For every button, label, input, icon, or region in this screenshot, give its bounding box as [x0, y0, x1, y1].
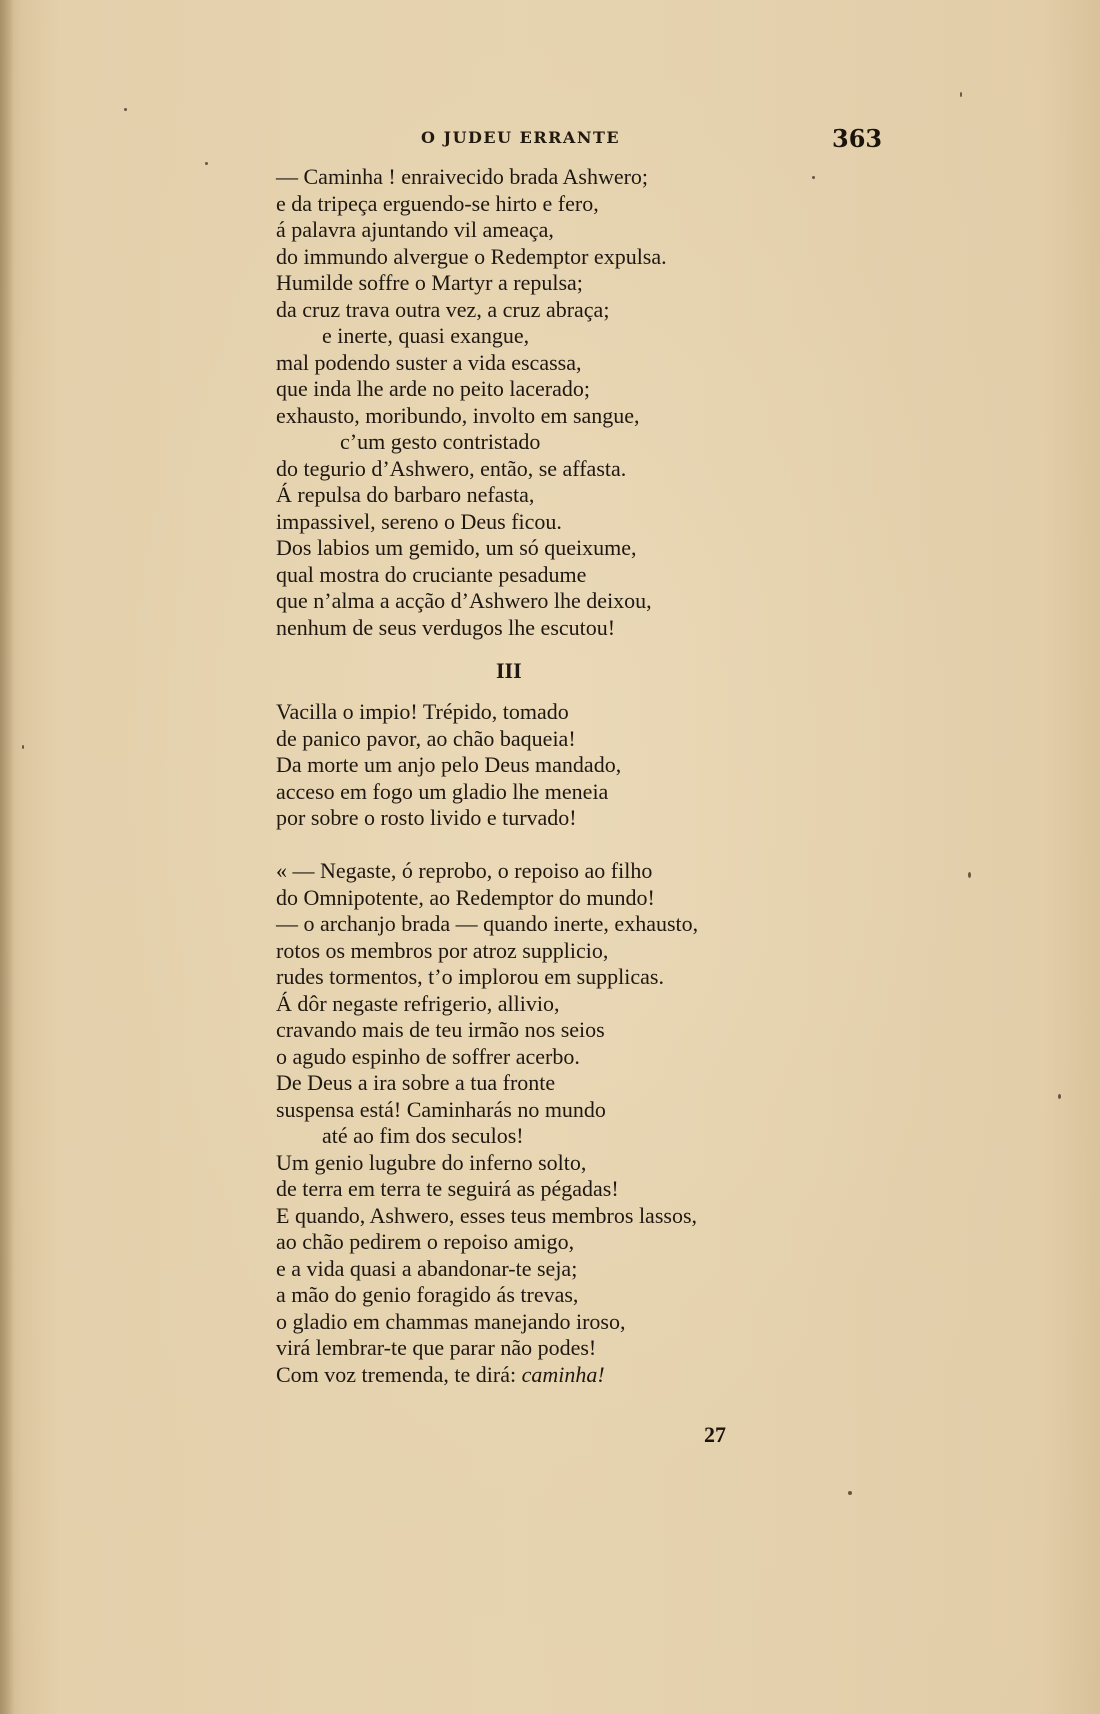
poem-line: do Omnipotente, ao Redemptor do mundo! — [276, 884, 655, 910]
poem-line: Dos labios um gemido, um só queixume, — [276, 535, 637, 560]
poem-line: de panico pavor, ao chão baqueia! — [276, 725, 576, 751]
poem-line: da cruz trava outra vez, a cruz abraça; — [276, 296, 610, 322]
poem-line: impassivel, sereno o Deus ficou. — [276, 508, 562, 534]
stanza-3 — [276, 858, 776, 1362]
stanza-2 — [276, 699, 776, 832]
stanza-1 — [276, 164, 776, 641]
poem-line: a mão do genio foragido ás trevas, — [276, 1282, 579, 1307]
poem-line: — o archanjo brada — quando inerte, exhausto, — [276, 911, 699, 936]
poem-line: até ao fim dos seculos! — [322, 1123, 524, 1148]
poem-line: Da morte um anjo pelo Deus mandado, — [276, 752, 622, 777]
paper-speck — [124, 108, 127, 111]
paper-speck — [812, 176, 815, 179]
poem-line: o agudo espinho de soffrer acerbo. — [276, 1043, 580, 1069]
paper-speck — [1058, 1094, 1061, 1099]
poem-body — [276, 164, 776, 1388]
poem-line: ao chão pedirem o repoiso amigo, — [276, 1229, 575, 1254]
last-line-italic: caminha! — [521, 1361, 605, 1387]
poem-line: « — Negaste, ó reprobo, o repoiso ao filho — [276, 858, 653, 883]
poem-line: e inerte, quasi exangue, — [322, 323, 530, 348]
paper-speck — [968, 872, 971, 878]
poem-line: nenhum de seus verdugos lhe escutou! — [276, 614, 616, 640]
paper-speck — [848, 1491, 852, 1495]
poem-line: Á repulsa do barbaro nefasta, — [276, 482, 535, 507]
poem-line: do tegurio d’Ashwero, então, se affasta. — [276, 455, 627, 481]
running-title: O JUDEU ERRANTE — [421, 128, 621, 147]
poem-line: cravando mais de teu irmão nos seios — [276, 1017, 605, 1042]
paper-speck — [960, 92, 962, 97]
poem-line: — Caminha ! enraivecido brada Ashwero; — [276, 164, 649, 189]
poem-line: e a vida quasi a abandonar-te seja; — [276, 1255, 578, 1281]
poem-line: que n’alma a acção d’Ashwero lhe deixou, — [276, 588, 652, 613]
last-line-text: Com voz tremenda, te dirá: — [276, 1361, 522, 1387]
poem-line: Humilde soffre o Martyr a repulsa; — [276, 270, 583, 295]
poem-line: E quando, Ashwero, esses teus membros lassos, — [276, 1202, 698, 1228]
poem-line: exhausto, moribundo, involto em sangue, — [276, 402, 640, 428]
poem-line: rudes tormentos, t’o implorou em supplicas. — [276, 964, 664, 989]
signature-mark: 27 — [704, 1422, 726, 1447]
poem-line: do immundo alvergue o Redemptor expulsa. — [276, 243, 667, 269]
poem-line: que inda lhe arde no peito lacerado; — [276, 376, 590, 401]
page-number: 363 — [832, 124, 883, 153]
poem-line: virá lembrar-te que parar não podes! — [276, 1335, 597, 1360]
poem-line-last — [276, 1362, 776, 1389]
paper-speck — [205, 162, 208, 165]
poem-line: de terra em terra te seguirá as pégadas! — [276, 1176, 619, 1201]
poem-line: o gladio em chammas manejando iroso, — [276, 1308, 626, 1334]
poem-line: rotos os membros por atroz supplicio, — [276, 937, 609, 963]
poem-line: suspensa está! Caminharás no mundo — [276, 1096, 606, 1122]
section-heading: III — [496, 658, 522, 683]
poem-line: mal podendo suster a vida escassa, — [276, 349, 582, 375]
page-header — [0, 124, 1100, 156]
poem-line: Um genio lugubre do inferno solto, — [276, 1149, 587, 1175]
poem-line: e da tripeça erguendo-se hirto e fero, — [276, 190, 599, 216]
poem-line: Á dôr negaste refrigerio, allivio, — [276, 990, 560, 1016]
poem-line: c’um gesto contristado — [340, 429, 541, 454]
paper-speck — [22, 745, 24, 749]
poem-line: De Deus a ira sobre a tua fronte — [276, 1070, 556, 1095]
page-spine-shadow — [0, 0, 14, 1714]
poem-line: acceso em fogo um gladio lhe meneia — [276, 778, 609, 804]
poem-line: por sobre o rosto livido e turvado! — [276, 805, 577, 830]
poem-line: á palavra ajuntando vil ameaça, — [276, 217, 554, 242]
poem-line: Vacilla o impio! Trépido, tomado — [276, 699, 569, 724]
poem-line: qual mostra do cruciante pesadume — [276, 561, 587, 587]
stanza-break — [276, 832, 776, 859]
